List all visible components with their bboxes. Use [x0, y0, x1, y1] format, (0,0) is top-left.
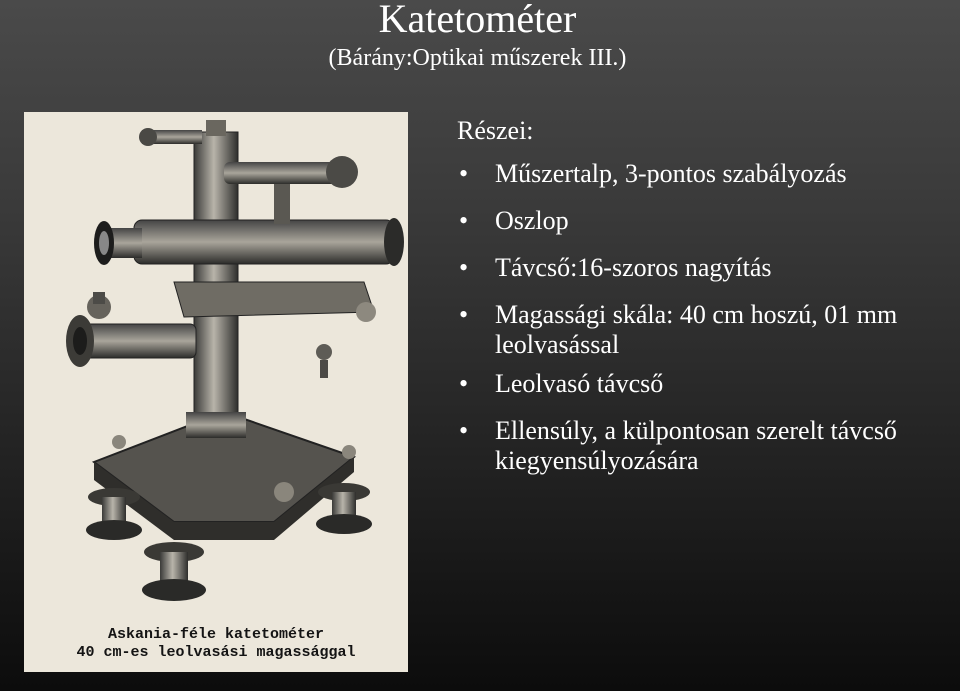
bullet-icon: • — [459, 416, 469, 445]
photo-caption-line2: 40 cm-es leolvasási magassággal — [76, 644, 356, 661]
list-item-text: Ellensúly, a külpontosan szerelt távcső kiegyensúlyozására — [495, 416, 897, 475]
bullet-icon: • — [459, 159, 469, 188]
list-item-text: Távcső:16-szoros nagyítás — [495, 253, 772, 282]
slide-subtitle: (Bárány:Optikai műszerek III.) — [328, 45, 627, 71]
bullet-icon: • — [459, 369, 469, 398]
parts-list-section — [457, 115, 947, 485]
list-item — [457, 416, 947, 476]
parts-heading: Részei: — [457, 116, 534, 145]
list-item-text: Műszertalp, 3-pontos szabályozás — [495, 159, 847, 188]
bullet-icon: • — [459, 300, 469, 329]
bullet-icon: • — [459, 206, 469, 235]
list-item-text: Leolvasó távcső — [495, 369, 664, 398]
cathetometer-photo — [24, 112, 408, 672]
list-item — [457, 369, 947, 399]
list-item-text: Oszlop — [495, 206, 569, 235]
list-item — [457, 159, 947, 189]
list-item — [457, 300, 947, 360]
parts-list — [457, 159, 947, 476]
bullet-icon: • — [459, 253, 469, 282]
photo-caption-line1: Askania-féle katetométer — [107, 626, 325, 643]
cathetometer-illustration — [24, 112, 408, 672]
list-item — [457, 253, 947, 283]
slide-title: Katetométer — [378, 0, 577, 41]
list-item-text: Magassági skála: 40 cm hoszú, 01 mm leolvasással — [495, 300, 898, 359]
list-item — [457, 206, 947, 236]
